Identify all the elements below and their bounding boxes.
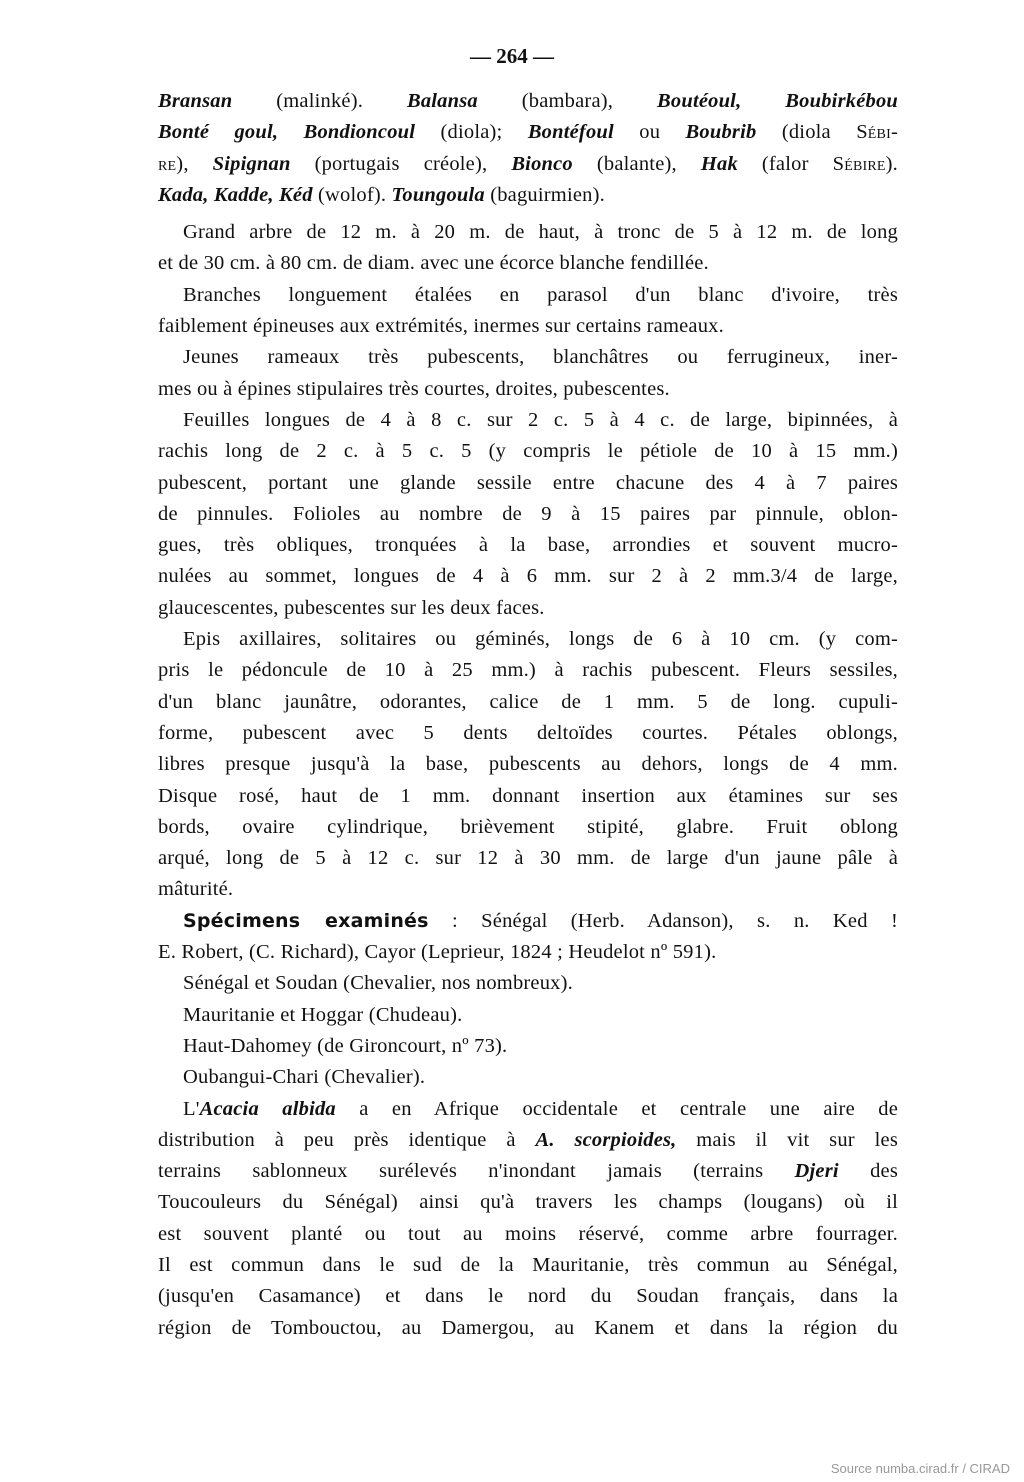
text-line [158, 655, 898, 686]
text-segment: (falor [737, 152, 833, 175]
text-segment: mes ou à épines stipulaires très courtes, droites, pubescentes. [158, 377, 670, 400]
page-number: — 264 — [470, 44, 554, 68]
text-segment: (malinké). [232, 90, 407, 112]
text-segment: et de 30 cm. à 80 cm. de diam. avec une écorce blanche fendillée. [158, 252, 709, 275]
text-line [158, 248, 898, 279]
text-line [158, 561, 898, 592]
italic-text: Hak [700, 152, 738, 175]
text-segment: L' [183, 1097, 200, 1120]
text-line [158, 718, 898, 749]
text-segment: Sénégal et Soudan (Chevalier, nos nombreux). [183, 972, 573, 995]
text-segment: Grand arbre de 12 m. à 20 m. de haut, à tronc de 5 à 12 m. de long [183, 221, 898, 244]
text-segment: gues, très obliques, tronquées à la base, arrondies et souvent mucro- [158, 534, 898, 557]
text-segment: (balante), [572, 152, 701, 175]
text-segment: arqué, long de 5 à 12 c. sur 12 à 30 mm. de large d'un jaune pâle à [158, 847, 898, 870]
text-line [158, 86, 898, 117]
source-credit: Source numba.cirad.fr / CIRAD [830, 1461, 1010, 1476]
text-line [158, 1062, 898, 1093]
text-segment: (baguirmien). [484, 183, 605, 206]
text-line [158, 180, 898, 211]
text-segment: Feuilles longues de 4 à 8 c. sur 2 c. 5 à 4 c. de large, bipinnées, à [183, 408, 898, 431]
text-segment: (bambara), [477, 90, 658, 112]
text-segment: ), [176, 152, 213, 175]
italic-text: Boutéoul, Boubirkébou [657, 90, 899, 112]
text-segment: Oubangui-Chari (Chevalier). [183, 1066, 426, 1089]
text-line [158, 499, 898, 530]
text-segment: Il est commun dans le sud de la Mauritanie, très commun au Sénégal, [158, 1253, 898, 1276]
text-segment: (jusqu'en Casamance) et dans le nord du Soudan français, dans la [158, 1285, 898, 1308]
text-segment: pris le pédoncule de 10 à 25 mm.) à rachis pubescent. Fleurs sessiles, [158, 659, 898, 682]
text-line [158, 874, 898, 905]
text-segment: Epis axillaires, solitaires ou géminés, longs de 6 à 10 cm. (y com- [183, 628, 898, 651]
text-segment: Jeunes rameaux très pubescents, blanchâtres ou ferrugineux, iner- [183, 346, 898, 369]
text-line [158, 1000, 898, 1031]
text-segment: Sébire [832, 152, 886, 175]
text-segment: Mauritanie et Hoggar (Chudeau). [183, 1003, 463, 1026]
text-line [158, 374, 898, 405]
text-line [158, 781, 898, 812]
text-line [158, 217, 898, 248]
text-segment: re [158, 152, 177, 175]
text-segment: région de Tombouctou, au Damergou, au Kanem et dans la région du [158, 1316, 898, 1339]
text-line [158, 687, 898, 718]
text-line [158, 937, 898, 968]
text-segment: : Sénégal (Herb. Adanson), s. n. Ked ! [428, 909, 898, 932]
text-segment: E. Robert, (C. Richard), Cayor (Leprieur, 1824 ; Heudelot nº 591). [158, 941, 717, 964]
text-segment: ). [885, 152, 898, 175]
italic-text: Kada, Kadde, Kéd [158, 183, 313, 206]
text-segment: rachis long de 2 c. à 5 c. 5 (y compris le pétiole de 10 à 15 mm.) [158, 440, 898, 463]
text-segment: faiblement épineuses aux extrémités, inermes sur certains rameaux. [158, 315, 724, 338]
text-line [158, 1156, 898, 1187]
italic-text: Bonté goul, Bondioncoul [158, 121, 416, 144]
italic-text: Bontéfoul [527, 121, 614, 144]
text-segment: (portugais créole), [290, 152, 512, 175]
italic-text: Acacia albida [199, 1097, 336, 1120]
text-line [158, 624, 898, 655]
text-segment: mais il vit sur les [676, 1128, 898, 1151]
text-segment: (wolof). [312, 183, 392, 206]
text-line [158, 1125, 898, 1156]
text-segment: Disque rosé, haut de 1 mm. donnant insertion aux étamines sur ses [158, 784, 898, 807]
bold-heading: Spécimens examinés [183, 909, 429, 932]
text-line [158, 906, 898, 937]
text-segment: libres presque jusqu'à la base, pubescents au dehors, longs de 4 mm. [158, 753, 898, 776]
italic-text: Toungoula [391, 183, 485, 206]
text-line [158, 812, 898, 843]
text-segment: forme, pubescent avec 5 dents deltoïdes courtes. Pétales oblongs, [158, 721, 898, 744]
text-line [158, 117, 898, 148]
text-segment: (diola); [415, 121, 528, 144]
text-segment: Sébi- [856, 121, 898, 144]
text-line [158, 968, 898, 999]
text-line [158, 468, 898, 499]
text-segment: Branches longuement étalées en parasol d'un blanc d'ivoire, très [183, 283, 898, 306]
text-segment: bords, ovaire cylindrique, brièvement stipité, glabre. Fruit oblong [158, 815, 898, 838]
text-line [158, 436, 898, 467]
text-segment: terrains sablonneux surélevés n'inondant jamais (terrains [158, 1160, 795, 1183]
text-segment: de pinnules. Folioles au nombre de 9 à 15 paires par pinnule, oblon- [158, 502, 898, 525]
text-line [158, 1031, 898, 1062]
text-segment: nulées au sommet, longues de 4 à 6 mm. sur 2 à 2 mm.3/4 de large, [158, 565, 898, 588]
body-text [158, 86, 898, 1344]
text-line [158, 1219, 898, 1250]
text-line [158, 280, 898, 311]
text-segment: Haut-Dahomey (de Gironcourt, nº 73). [183, 1034, 508, 1057]
text-line [158, 342, 898, 373]
italic-text: Bransan [158, 90, 233, 112]
italic-text: Balansa [406, 90, 478, 112]
text-segment: (diola [756, 121, 857, 144]
italic-text: Boubrib [685, 121, 757, 144]
text-line [158, 1281, 898, 1312]
text-line [158, 1094, 898, 1125]
text-line [158, 1250, 898, 1281]
text-segment: est souvent planté ou tout au moins réservé, comme arbre fourrager. [158, 1222, 898, 1245]
text-segment: pubescent, portant une glande sessile entre chacune des 4 à 7 paires [158, 471, 898, 494]
italic-text: Sipignan [212, 152, 291, 175]
text-segment: glaucescentes, pubescentes sur les deux faces. [158, 596, 545, 619]
text-segment: Toucouleurs du Sénégal) ainsi qu'à travers les champs (lougans) où il [158, 1191, 898, 1214]
text-segment: d'un blanc jaunâtre, odorantes, calice de 1 mm. 5 de long. cupuli- [158, 690, 898, 713]
text-line [158, 311, 898, 342]
italic-text: A. scorpioides, [535, 1128, 677, 1151]
text-line [158, 843, 898, 874]
text-line [158, 1187, 898, 1218]
text-line [158, 749, 898, 780]
text-segment: des [838, 1160, 898, 1183]
text-segment: ou [613, 121, 686, 144]
text-segment: a en Afrique occidentale et centrale une aire de [335, 1097, 899, 1120]
text-line [158, 149, 898, 180]
text-line [158, 405, 898, 436]
text-line [158, 1313, 898, 1344]
text-line [158, 593, 898, 624]
italic-text: Djeri [794, 1160, 839, 1183]
italic-text: Bionco [511, 152, 573, 175]
text-line [158, 530, 898, 561]
text-segment: mâturité. [158, 878, 234, 901]
text-segment: distribution à peu près identique à [158, 1128, 536, 1151]
